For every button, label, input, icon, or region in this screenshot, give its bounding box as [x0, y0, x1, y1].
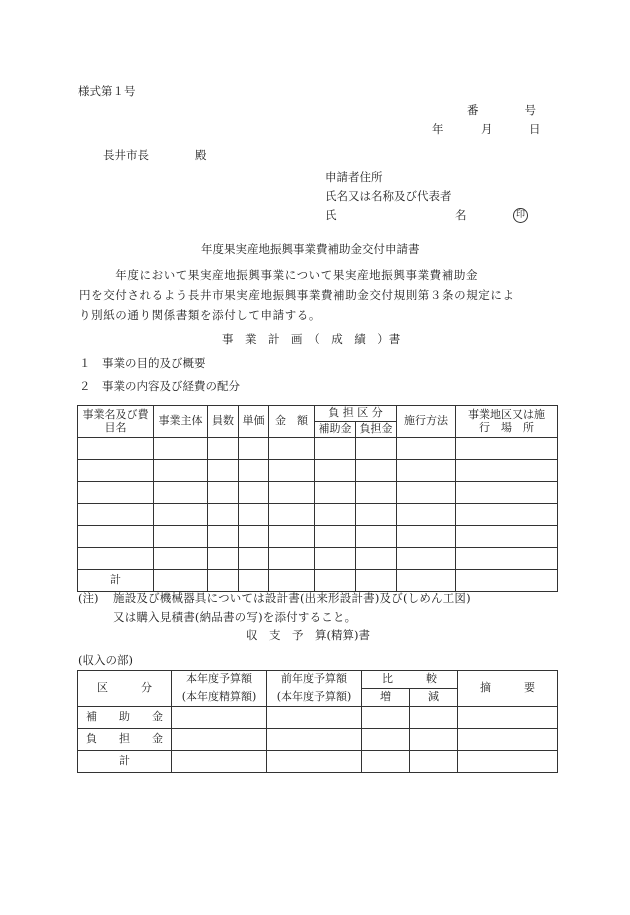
document-title: 年度果実産地振興事業費補助金交付申請書: [201, 242, 420, 256]
addressee: 長井市長 殿: [103, 148, 207, 162]
header-unit-price: 単価: [239, 406, 269, 438]
header-method: 施行方法: [397, 406, 456, 438]
income-table: [77, 670, 558, 773]
table-row: [78, 482, 558, 504]
header-quantity: 員数: [208, 406, 239, 438]
seal-icon: 印: [513, 208, 528, 223]
applicant-name-rep-label: 氏名又は名称及び代表者: [325, 189, 452, 203]
header-project-name: 事業名及び費目名: [78, 406, 154, 438]
note-line-1: 施設及び機械器具については設計書(出来形設計書)及び(しめん工図): [113, 591, 471, 605]
header-category: 区 分: [78, 671, 172, 707]
header-subsidy: 補助金: [315, 422, 356, 438]
section-2-heading: ２ 事業の内容及び経費の配分: [79, 379, 240, 393]
header-decrease: 減: [410, 689, 458, 707]
header-amount: 金 額: [269, 406, 315, 438]
table-row: [78, 438, 558, 460]
form-number: 様式第１号: [78, 84, 136, 98]
plan-title: 事 業 計 画 （ 成 績 ）書: [222, 332, 401, 346]
table-row: [78, 526, 558, 548]
note-line-2: 又は購入見積書(納品書の写)を添付すること。: [113, 610, 357, 624]
table-total-row: [78, 751, 558, 773]
table-row: [78, 460, 558, 482]
date-year-label: 年: [432, 122, 444, 136]
table-row: [78, 707, 558, 729]
budget-title: 収 支 予 算(精算)書: [246, 628, 370, 642]
header-this-year-settlement: (本年度精算額): [172, 689, 267, 707]
header-burden-amount: 負担金: [356, 422, 397, 438]
table-total-row: [78, 570, 558, 592]
applicant-address-label: 申請者住所: [325, 170, 383, 184]
date-day-label: 日: [529, 122, 541, 136]
body-line-2: 円を交付されるよう長井市果実産地振興事業費補助金交付規則第３条の規定によ: [79, 288, 515, 302]
header-remarks: 摘 要: [458, 671, 558, 707]
expense-table: [77, 405, 558, 592]
applicant-name-label-1: 氏: [325, 208, 337, 222]
header-prev-year-budget: 前年度予算額: [267, 671, 362, 689]
header-comparison: 比 較: [362, 671, 458, 689]
header-increase: 増: [362, 689, 410, 707]
section-1-heading: １ 事業の目的及び概要: [79, 356, 206, 370]
header-burden-category: 負 担 区 分: [315, 406, 397, 422]
table-row: [78, 504, 558, 526]
row-label-subsidy: 補 助 金: [78, 707, 172, 729]
body-line-3: り別紙の通り関係書類を添付して申請する。: [79, 308, 321, 322]
header-prev-year-sub: (本年度予算額): [267, 689, 362, 707]
header-this-year-budget: 本年度予算額: [172, 671, 267, 689]
row-label-burden: 負 担 金: [78, 729, 172, 751]
table-row: [78, 548, 558, 570]
document-number-label: 番 号: [467, 103, 536, 117]
applicant-name-label-2: 名: [455, 208, 467, 222]
date-month-label: 月: [481, 122, 493, 136]
row-label-total: 計: [78, 751, 172, 773]
total-label: 計: [78, 570, 154, 592]
header-area: 事業地区又は施 行 場 所: [456, 406, 558, 438]
table-row: [78, 729, 558, 751]
note-label: (注): [78, 591, 99, 605]
income-section-label: (収入の部): [78, 653, 133, 667]
header-project-entity: 事業主体: [154, 406, 208, 438]
body-line-1: 年度において果実産地振興事業について果実産地振興事業費補助金: [79, 268, 479, 282]
